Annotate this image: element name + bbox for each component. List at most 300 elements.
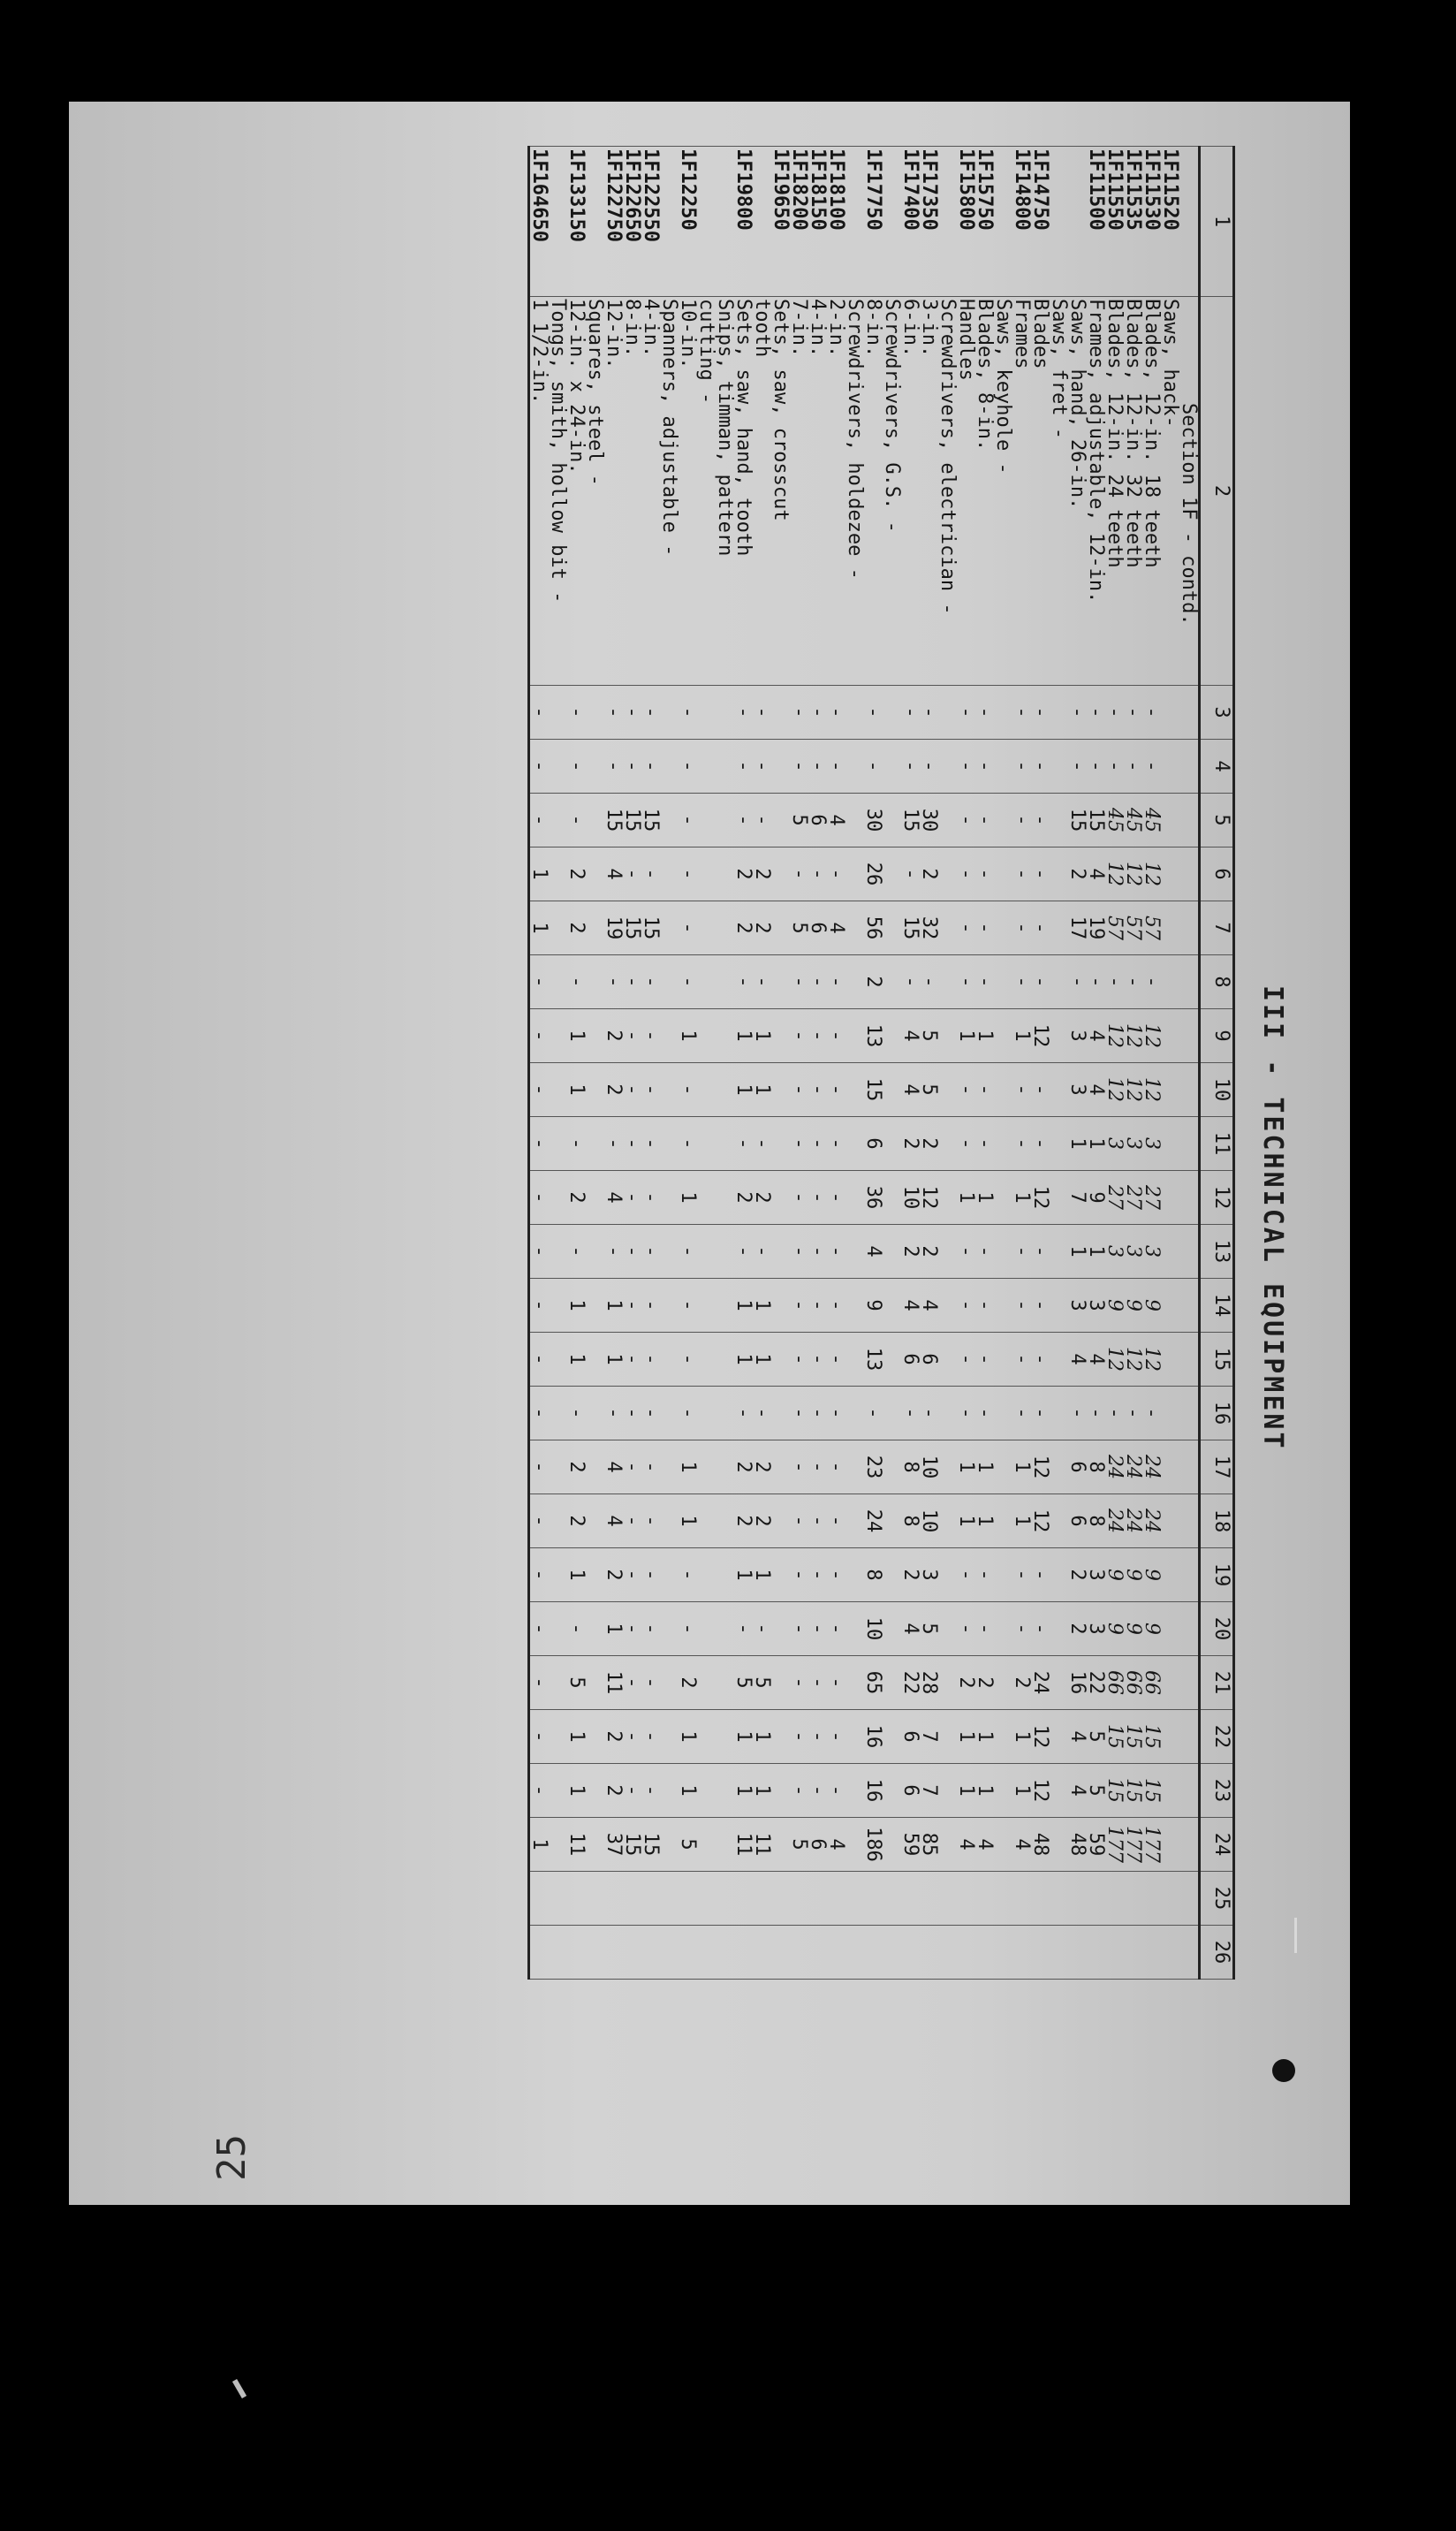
quantity-cell: 8 (1087, 1440, 1105, 1494)
quantity-cell (827, 1872, 846, 1926)
quantity-cell: - (679, 955, 697, 1009)
quantity-cell (586, 1764, 604, 1818)
quantity-cell: - (734, 686, 753, 740)
quantity-cell: 4 (1068, 1764, 1087, 1818)
quantity-cell (1050, 794, 1068, 847)
quantity-cell: - (957, 794, 975, 847)
quantity-cell: - (790, 1009, 808, 1063)
quantity-cell: - (808, 1548, 827, 1602)
item-description: 12-in. (604, 297, 623, 686)
quantity-cell (846, 847, 864, 901)
quantity-cell (1050, 686, 1068, 740)
table-row (679, 147, 697, 1980)
quantity-cell: - (957, 1602, 975, 1656)
table-row (883, 147, 901, 1980)
quantity-cell: 1 (753, 1548, 771, 1602)
quantity-cell: 1 (604, 1333, 623, 1387)
quantity-cell: - (529, 1548, 550, 1602)
column-header: 10 (1200, 1063, 1234, 1117)
quantity-cell (771, 1818, 790, 1872)
quantity-cell: - (1087, 686, 1105, 740)
item-code: 1F19800 (734, 147, 753, 297)
quantity-cell: - (975, 955, 994, 1009)
item-code: 1F17750 (864, 147, 883, 297)
quantity-cell (808, 1872, 827, 1926)
quantity-cell: - (734, 1225, 753, 1279)
quantity-cell: 1 (957, 1009, 975, 1063)
quantity-cell: - (641, 1171, 660, 1225)
quantity-cell: - (753, 1117, 771, 1171)
item-description: Sets, saw, crosscut (771, 297, 790, 686)
empty-cell (1012, 1926, 1031, 1980)
quantity-cell: 1 (957, 1710, 975, 1764)
table-row (771, 147, 790, 1980)
quantity-cell: 1 (567, 1279, 586, 1333)
quantity-cell (716, 1279, 734, 1333)
quantity-cell (846, 1063, 864, 1117)
quantity-cell: - (641, 1117, 660, 1171)
quantity-cell: 9 (1124, 1602, 1142, 1656)
quantity-cell: - (827, 1440, 846, 1494)
quantity-cell: 1 (679, 1009, 697, 1063)
quantity-cell: - (790, 1225, 808, 1279)
quantity-cell: 4 (1087, 1009, 1105, 1063)
quantity-cell (920, 1872, 938, 1926)
quantity-cell: - (753, 740, 771, 794)
quantity-cell (846, 1494, 864, 1548)
quantity-cell (660, 1440, 679, 1494)
quantity-cell: 4 (901, 1009, 920, 1063)
quantity-cell: 27 (1142, 1171, 1161, 1225)
quantity-cell: - (864, 686, 883, 740)
quantity-cell: 1 (753, 1279, 771, 1333)
quantity-cell: 1 (975, 1171, 994, 1225)
quantity-cell: 8 (864, 1548, 883, 1602)
quantity-cell (716, 1440, 734, 1494)
quantity-cell: - (1012, 1279, 1031, 1333)
quantity-cell (586, 1387, 604, 1440)
quantity-cell (697, 740, 716, 794)
item-code: 1F17400 (901, 147, 920, 297)
item-code: 1F18100 (827, 147, 846, 297)
quantity-cell (1179, 1225, 1200, 1279)
quantity-cell: 1 (734, 1009, 753, 1063)
quantity-cell: - (1031, 1063, 1050, 1117)
column-header: 3 (1200, 686, 1234, 740)
quantity-cell: - (567, 1602, 586, 1656)
quantity-cell (771, 1387, 790, 1440)
quantity-cell: - (529, 686, 550, 740)
quantity-cell (883, 1117, 901, 1171)
quantity-cell (994, 1171, 1012, 1225)
quantity-cell: 11 (734, 1818, 753, 1872)
quantity-cell: - (808, 1387, 827, 1440)
quantity-cell: 15 (901, 794, 920, 847)
item-description: Tongs, smith, hollow bit - (549, 297, 567, 686)
quantity-cell (846, 1009, 864, 1063)
quantity-cell: 6 (920, 1333, 938, 1387)
quantity-cell (883, 1225, 901, 1279)
quantity-cell: - (1068, 686, 1087, 740)
quantity-cell (883, 1872, 901, 1926)
table-row (1050, 147, 1068, 1980)
quantity-cell: 9 (1124, 1548, 1142, 1602)
quantity-cell (697, 1171, 716, 1225)
table-row (846, 147, 864, 1980)
quantity-cell: - (790, 1440, 808, 1494)
table-row (697, 147, 716, 1980)
empty-cell (846, 1926, 864, 1980)
quantity-cell: 12 (1124, 1063, 1142, 1117)
quantity-cell: 11 (567, 1818, 586, 1872)
quantity-cell: - (623, 1494, 641, 1548)
quantity-cell (586, 1171, 604, 1225)
item-description: 3-in. (920, 297, 938, 686)
quantity-cell: 59 (901, 1818, 920, 1872)
empty-cell (1031, 1926, 1050, 1980)
quantity-cell: - (827, 1656, 846, 1710)
quantity-cell (1179, 1009, 1200, 1063)
column-header: 7 (1200, 901, 1234, 955)
item-code (846, 147, 864, 297)
quantity-cell: - (734, 1117, 753, 1171)
quantity-cell: 2 (1068, 1602, 1087, 1656)
quantity-cell: 1 (734, 1063, 753, 1117)
quantity-cell: 186 (864, 1818, 883, 1872)
quantity-cell (938, 955, 957, 1009)
quantity-cell (1087, 1872, 1105, 1926)
quantity-cell (883, 1333, 901, 1387)
item-description: Blades, 12-in. 18 teeth (1142, 297, 1161, 686)
quantity-cell: - (975, 1548, 994, 1602)
quantity-cell: - (957, 686, 975, 740)
quantity-cell (994, 1063, 1012, 1117)
table-row (1161, 147, 1179, 1980)
quantity-cell (1179, 1872, 1200, 1926)
quantity-cell (1161, 1225, 1179, 1279)
quantity-cell: - (957, 1333, 975, 1387)
quantity-cell (1161, 1063, 1179, 1117)
quantity-cell: - (679, 686, 697, 740)
quantity-cell (660, 1063, 679, 1117)
quantity-cell: - (529, 1009, 550, 1063)
quantity-cell (716, 1818, 734, 1872)
quantity-cell (697, 1602, 716, 1656)
quantity-cell: 2 (604, 1764, 623, 1818)
quantity-cell: - (529, 1333, 550, 1387)
quantity-cell: 8 (1087, 1494, 1105, 1548)
quantity-cell: - (604, 1117, 623, 1171)
quantity-cell (1050, 955, 1068, 1009)
quantity-cell: - (1087, 955, 1105, 1009)
quantity-cell (771, 794, 790, 847)
quantity-cell: - (623, 1440, 641, 1494)
quantity-cell: - (827, 1333, 846, 1387)
column-header-row (1200, 147, 1234, 1980)
quantity-cell: - (1031, 686, 1050, 740)
quantity-cell (697, 1225, 716, 1279)
item-code (660, 147, 679, 297)
quantity-cell: - (790, 1333, 808, 1387)
quantity-cell: - (641, 1333, 660, 1387)
quantity-cell: - (753, 686, 771, 740)
quantity-cell (883, 1818, 901, 1872)
quantity-cell: 7 (920, 1710, 938, 1764)
quantity-cell: 4 (604, 847, 623, 901)
item-code (1179, 147, 1200, 297)
quantity-cell: 6 (901, 1333, 920, 1387)
empty-cell (1179, 1926, 1200, 1980)
item-description: Handles (957, 297, 975, 686)
quantity-cell (771, 1225, 790, 1279)
quantity-cell: - (1142, 1387, 1161, 1440)
quantity-cell (716, 1764, 734, 1818)
quantity-cell: - (679, 1117, 697, 1171)
quantity-cell: - (623, 1656, 641, 1710)
quantity-cell (1179, 1063, 1200, 1117)
quantity-cell: 5 (1087, 1710, 1105, 1764)
quantity-cell: 1 (567, 1063, 586, 1117)
item-code: 1F122650 (623, 147, 641, 297)
quantity-cell: 1 (1012, 1494, 1031, 1548)
table-row (604, 147, 623, 1980)
quantity-cell (1050, 1548, 1068, 1602)
quantity-cell (1179, 1710, 1200, 1764)
quantity-cell: - (1031, 1548, 1050, 1602)
quantity-cell: - (529, 1764, 550, 1818)
table-row (1087, 147, 1105, 1980)
empty-cell (641, 1926, 660, 1980)
quantity-cell: - (920, 955, 938, 1009)
quantity-cell: - (957, 740, 975, 794)
quantity-cell: - (1031, 1602, 1050, 1656)
empty-cell (549, 1926, 567, 1980)
quantity-cell: 24 (1124, 1440, 1142, 1494)
quantity-cell (771, 686, 790, 740)
quantity-cell: 6 (864, 1117, 883, 1171)
quantity-cell: - (975, 686, 994, 740)
quantity-cell: - (529, 1710, 550, 1764)
table-row (753, 147, 771, 1980)
quantity-cell: 6 (901, 1710, 920, 1764)
quantity-cell: 1 (1068, 1225, 1087, 1279)
quantity-cell (938, 1333, 957, 1387)
quantity-cell: - (623, 847, 641, 901)
quantity-cell: - (864, 740, 883, 794)
quantity-cell (938, 1225, 957, 1279)
quantity-cell (938, 1440, 957, 1494)
item-description: Frames (1012, 297, 1031, 686)
quantity-cell: 57 (1142, 901, 1161, 955)
quantity-cell (771, 1171, 790, 1225)
quantity-cell: - (827, 1117, 846, 1171)
quantity-cell: - (957, 1279, 975, 1333)
empty-cell (1105, 1926, 1124, 1980)
quantity-cell (549, 1602, 567, 1656)
quantity-cell: 1 (753, 1333, 771, 1387)
quantity-cell: 15 (641, 1818, 660, 1872)
quantity-cell (994, 1279, 1012, 1333)
quantity-cell (586, 1494, 604, 1548)
quantity-cell (994, 1117, 1012, 1171)
quantity-cell: 1 (1087, 1117, 1105, 1171)
quantity-cell: 15 (864, 1063, 883, 1117)
quantity-cell (586, 955, 604, 1009)
quantity-cell: 3 (1142, 1117, 1161, 1171)
quantity-cell (994, 1333, 1012, 1387)
quantity-cell (1161, 1818, 1179, 1872)
quantity-cell: 3 (1087, 1279, 1105, 1333)
quantity-cell: 24 (1124, 1494, 1142, 1548)
quantity-cell (716, 847, 734, 901)
quantity-cell: 1 (975, 1710, 994, 1764)
quantity-cell: 15 (1105, 1764, 1124, 1818)
quantity-cell (846, 1710, 864, 1764)
quantity-cell: - (1031, 901, 1050, 955)
quantity-cell (660, 740, 679, 794)
item-code: 1F15800 (957, 147, 975, 297)
quantity-cell: - (641, 686, 660, 740)
quantity-cell: 2 (734, 847, 753, 901)
quantity-cell (1161, 847, 1179, 901)
quantity-cell: - (623, 1764, 641, 1818)
quantity-cell (549, 1656, 567, 1710)
quantity-cell: 26 (864, 847, 883, 901)
quantity-cell: - (641, 1656, 660, 1710)
quantity-cell: - (529, 1171, 550, 1225)
quantity-cell (1124, 1872, 1142, 1926)
quantity-cell (883, 1063, 901, 1117)
quantity-cell (846, 1818, 864, 1872)
quantity-cell: 85 (920, 1818, 938, 1872)
quantity-cell: 12 (1031, 1494, 1050, 1548)
quantity-cell (529, 1872, 550, 1926)
item-code: 1F11530 (1142, 147, 1161, 297)
quantity-cell (938, 1387, 957, 1440)
quantity-cell (1161, 1548, 1179, 1602)
quantity-cell (1179, 847, 1200, 901)
item-description: Screwdrivers, holdezee - (846, 297, 864, 686)
quantity-cell: - (1068, 955, 1087, 1009)
quantity-cell (994, 1764, 1012, 1818)
quantity-cell (1161, 1494, 1179, 1548)
quantity-cell (1179, 1279, 1200, 1333)
quantity-cell: - (529, 955, 550, 1009)
item-description: Frames, adjustable, 12-in. (1087, 297, 1105, 686)
quantity-cell: 24 (1142, 1440, 1161, 1494)
quantity-cell: 9 (1142, 1279, 1161, 1333)
quantity-cell: 9 (1124, 1279, 1142, 1333)
quantity-cell: - (808, 686, 827, 740)
quantity-cell (697, 1710, 716, 1764)
quantity-cell: 19 (604, 901, 623, 955)
quantity-cell: - (975, 1225, 994, 1279)
quantity-cell (994, 1494, 1012, 1548)
quantity-cell: - (790, 1387, 808, 1440)
quantity-cell (549, 1710, 567, 1764)
quantity-cell: - (623, 1602, 641, 1656)
quantity-cell (549, 1279, 567, 1333)
quantity-cell (660, 1117, 679, 1171)
quantity-cell: - (827, 1063, 846, 1117)
quantity-cell (1050, 1387, 1068, 1440)
quantity-cell: 1 (957, 1764, 975, 1818)
quantity-cell: 1 (567, 1009, 586, 1063)
quantity-cell (883, 1387, 901, 1440)
item-description: cutting - (697, 297, 716, 686)
quantity-cell: 66 (1142, 1656, 1161, 1710)
quantity-cell (697, 686, 716, 740)
quantity-cell: 8 (901, 1494, 920, 1548)
quantity-cell: 45 (1105, 794, 1124, 847)
empty-cell (716, 1926, 734, 1980)
quantity-cell (1068, 1872, 1087, 1926)
quantity-cell: - (1031, 740, 1050, 794)
quantity-cell (716, 1710, 734, 1764)
quantity-cell (883, 794, 901, 847)
quantity-cell (716, 686, 734, 740)
quantity-cell: - (623, 1710, 641, 1764)
quantity-cell: 7 (920, 1764, 938, 1818)
quantity-cell (771, 1117, 790, 1171)
quantity-cell (697, 1494, 716, 1548)
item-code: 1F11550 (1105, 147, 1124, 297)
quantity-cell: 12 (1031, 1171, 1050, 1225)
quantity-cell: - (529, 1440, 550, 1494)
quantity-cell (846, 1225, 864, 1279)
quantity-cell: - (790, 1063, 808, 1117)
quantity-cell: 15 (641, 794, 660, 847)
quantity-cell: - (1031, 1117, 1050, 1171)
quantity-cell: - (1012, 1333, 1031, 1387)
column-header: 5 (1200, 794, 1234, 847)
quantity-cell (1161, 1117, 1179, 1171)
quantity-cell: - (1124, 1387, 1142, 1440)
item-description: Sets, saw, hand, tooth (734, 297, 753, 686)
quantity-cell: - (641, 1279, 660, 1333)
quantity-cell: - (641, 1063, 660, 1117)
quantity-cell: 6 (1068, 1440, 1087, 1494)
quantity-cell (549, 1440, 567, 1494)
quantity-cell: 12 (1105, 847, 1124, 901)
item-description: 12-in. x 24-in. (567, 297, 586, 686)
quantity-cell (883, 1602, 901, 1656)
quantity-cell (938, 794, 957, 847)
quantity-cell: - (957, 1548, 975, 1602)
quantity-cell (846, 1333, 864, 1387)
quantity-cell: - (623, 1548, 641, 1602)
quantity-cell: 5 (753, 1656, 771, 1710)
quantity-cell (549, 1117, 567, 1171)
quantity-cell (586, 1063, 604, 1117)
quantity-cell: - (623, 1387, 641, 1440)
quantity-cell: 24 (1105, 1494, 1124, 1548)
quantity-cell: 1 (567, 1548, 586, 1602)
quantity-cell: 15 (1087, 794, 1105, 847)
quantity-cell: 2 (920, 1225, 938, 1279)
quantity-cell: - (901, 740, 920, 794)
quantity-cell: - (641, 740, 660, 794)
quantity-cell (771, 1872, 790, 1926)
column-header: 9 (1200, 1009, 1234, 1063)
quantity-cell (883, 955, 901, 1009)
quantity-cell: 6 (1068, 1494, 1087, 1548)
quantity-cell (549, 1387, 567, 1440)
quantity-cell (1161, 1333, 1179, 1387)
quantity-cell: 3 (1142, 1225, 1161, 1279)
quantity-cell (734, 1872, 753, 1926)
item-code (753, 147, 771, 297)
